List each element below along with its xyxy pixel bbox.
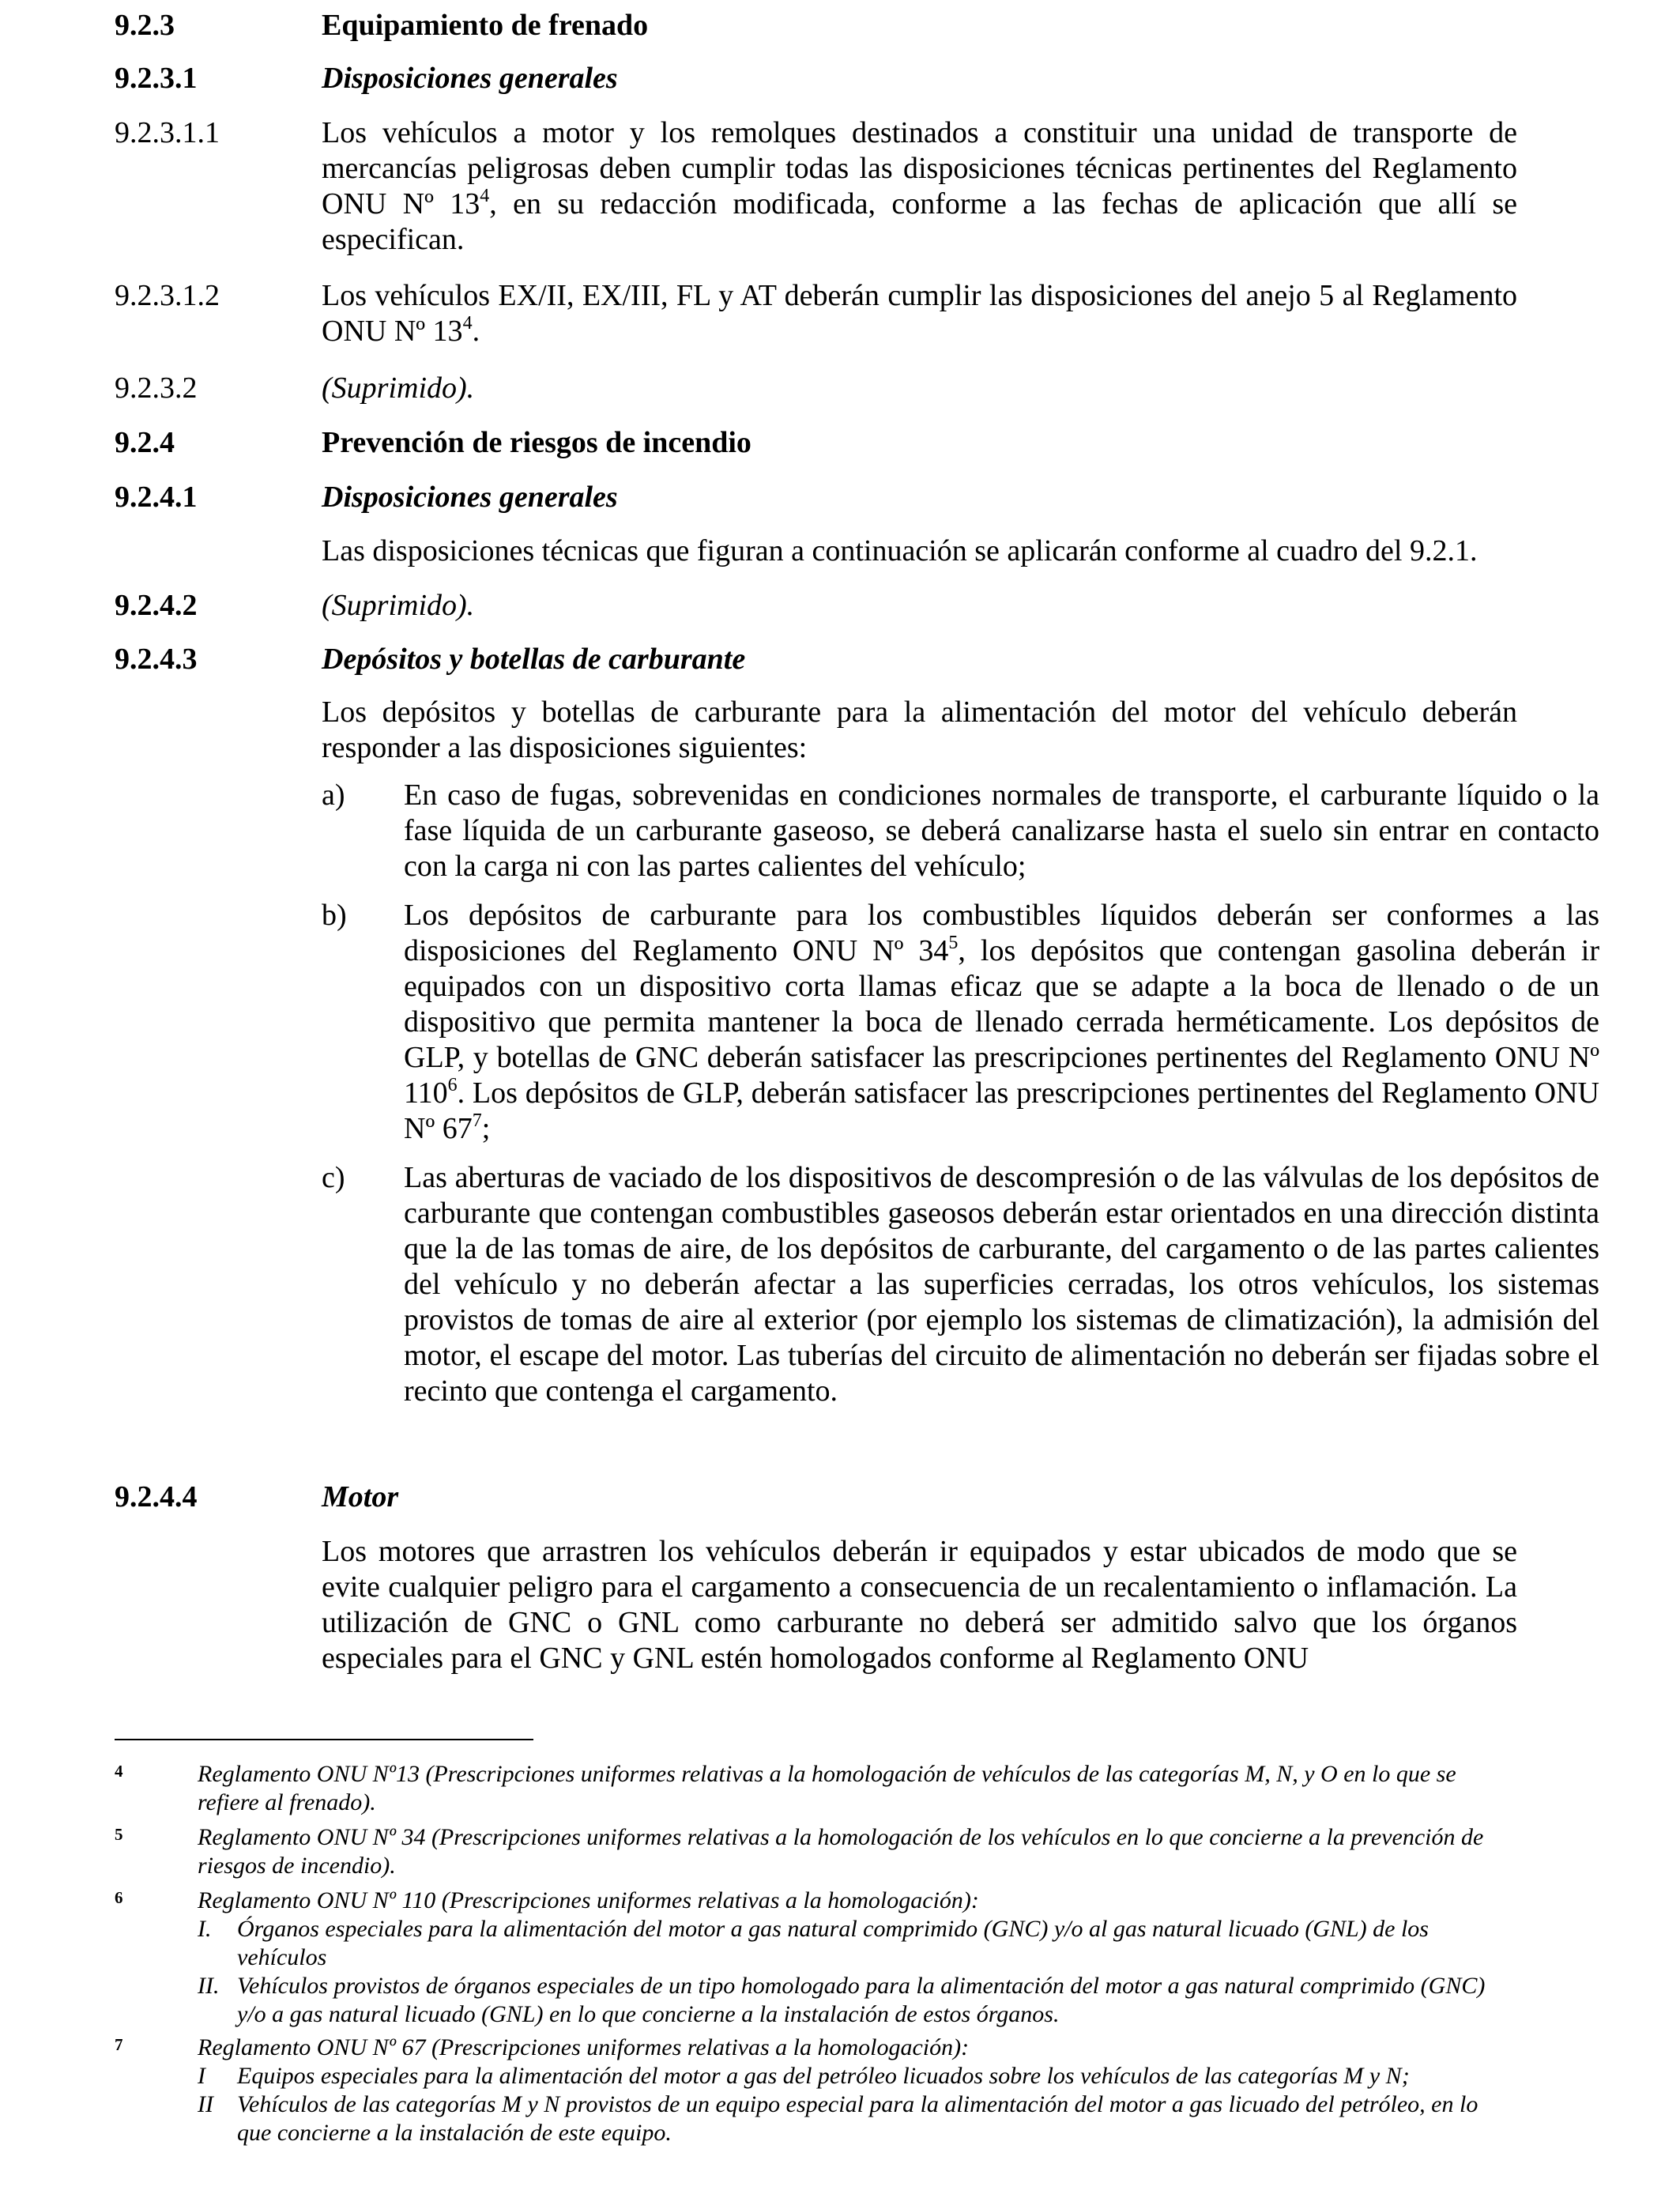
list-item-c [115,1160,1599,1409]
footnote-4 [115,1760,1517,1817]
paragraph-text: . [472,315,480,348]
footnote-text: Reglamento ONU Nº13 (Prescripciones uniformes relativas a la homologación de vehículos de las categorías M, N, y O en lo que se refiere al frenado). [198,1761,1456,1815]
section-title: Motor [322,1480,399,1514]
footnote-number: 5 [115,1825,123,1844]
footnote-ref[interactable]: 7 [472,1110,482,1131]
list-label: b) [322,899,347,932]
section-title: Depósitos y botellas de carburante [322,643,746,676]
section-9-2-3 [115,8,1517,43]
footnote-separator [115,1739,533,1740]
footnote-number: 6 [115,1888,123,1907]
section-9-2-4-3-body [115,695,1517,766]
footnote-ref[interactable]: 4 [462,313,473,334]
list-item-text-part: ; [481,1112,491,1145]
section-number: 9.2.4.4 [115,1480,198,1514]
footnote-sub-item [198,1915,1517,1972]
sub-text: Vehículos de las categorías M y N provistos de un equipo especial para la alimentación del motor a gas licuado del petróleo, en lo que concierne a la instalación de este equipo. [237,2091,1478,2146]
sub-text: Órganos especiales para la alimentación del motor a gas natural comprimido (GNC) y/o al gas natural licuado (GNL) de los vehículos [237,1916,1429,1970]
section-number: 9.2.3.1.2 [115,279,220,312]
footnote-text: Reglamento ONU Nº 110 (Prescripciones uniformes relativas a la homologación): [198,1887,979,1913]
section-9-2-4-1 [115,480,1517,515]
paragraph-text: , en su redacción modificada, conforme a las fechas de aplicación que allí se especifican. [322,187,1517,256]
section-9-2-3-2 [115,371,1517,406]
section-number: 9.2.3 [115,9,175,42]
footnote-text: Reglamento ONU Nº 34 (Prescripciones uniformes relativas a la homologación de los vehículos en lo que concierne a la prevención de riesgos de incendio). [198,1824,1484,1879]
footnote-5 [115,1823,1517,1880]
sub-label: II. [198,1973,220,1999]
section-9-2-4-4-body [115,1534,1517,1676]
section-number: 9.2.3.1 [115,62,198,95]
footnote-text: Reglamento ONU Nº 67 (Prescripciones uniformes relativas a la homologación): [198,2034,970,2060]
paragraph-text: Los vehículos EX/II, EX/III, FL y AT deberán cumplir las disposiciones del anejo 5 al Reglamento ONU Nº 13 [322,279,1517,348]
section-number: 9.2.3.1.1 [115,116,220,149]
section-9-2-3-1-1 [115,115,1517,258]
section-number: 9.2.4.2 [115,589,198,622]
section-number: 9.2.4.3 [115,643,198,676]
list-item-text: Las aberturas de vaciado de los dispositivos de descompresión o de las válvulas de los depósitos de carburante que contengan combustibles gaseosos deberán estar orientados en una dirección distinta que la de las tomas de aire, de los depósitos de carburante, del cargamento o de las partes calientes del vehículo y no deberán afectar a las superficies cerradas, los otros vehículos, los sistemas provistos de tomas de aire al exterior (por ejemplo los sistemas de climatización), la admisión del motor, el escape del motor. Las tuberías del circuito de alimentación no deberán ser fijadas sobre el recinto que contenga el cargamento. [404,1161,1599,1408]
section-title: Disposiciones generales [322,481,618,514]
list-item-a [115,778,1599,884]
section-9-2-4 [115,425,1517,461]
footnote-number: 7 [115,2035,123,2054]
list-item-text: En caso de fugas, sobrevenidas en condiciones normales de transporte, el carburante líquido o la fase líquida de un carburante gaseoso, se deberá canalizarse hasta el suelo sin entrar en contacto con la carga ni con las partes calientes del vehículo; [404,778,1599,883]
section-number: 9.2.4 [115,426,175,459]
paragraph-text: Los depósitos y botellas de carburante para la alimentación del motor del vehículo deberán responder a las disposiciones siguientes: [322,696,1517,764]
footnote-sub-item [198,1972,1517,2029]
section-9-2-4-1-body [115,533,1517,569]
section-number: 9.2.3.2 [115,371,198,405]
section-9-2-4-3 [115,642,1517,677]
footnote-6 [115,1887,1517,2029]
paragraph [322,278,1517,349]
sub-label: I. [198,1916,212,1942]
section-9-2-3-1 [115,61,1517,96]
section-9-2-3-1-2 [115,278,1517,349]
section-title: Disposiciones generales [322,62,618,95]
list-item-text-part: , los depósitos que contengan gasolina deberán ir equipados con un dispositivo corta llamas eficaz que se adapte a la boca de llenado o de un dispositivo que permita mantener la boca de llenado cerrada herméticamente. Los depósitos de GLP, y botellas de GNC deberán satisfacer las prescripciones pertinentes del Reglamento ONU Nº 110 [404,934,1599,1110]
section-title: Equipamiento de frenado [322,9,649,42]
footnote-number: 4 [115,1762,123,1781]
footnote-ref[interactable]: 6 [447,1075,458,1095]
paragraph-text: (Suprimido). [322,589,475,622]
list-item-text-part: . Los depósitos de GLP, deberán satisfacer las prescripciones pertinentes del Reglamento ONU Nº 67 [404,1076,1599,1145]
footnote-ref[interactable]: 5 [948,933,959,953]
section-title: Prevención de riesgos de incendio [322,426,751,459]
paragraph-text: Los motores que arrastren los vehículos deberán ir equipados y estar ubicados de modo que se evite cualquier peligro para el cargamento a consecuencia de un recalentamiento o inflamación. La utilización de GNC o GNL como carburante no deberá ser admitido salvo que los órganos especiales para el GNC y GNL estén homologados conforme al Reglamento ONU [322,1535,1517,1675]
paragraph [322,115,1517,258]
sub-label: II [198,2091,213,2117]
sub-label: I [198,2063,205,2089]
sub-text: Equipos especiales para la alimentación del motor a gas del petróleo licuados sobre los vehículos de las categorías M y N; [237,2063,1410,2089]
footnote-sub-item [198,2062,1517,2090]
footnote-7 [115,2034,1517,2147]
paragraph-text: Las disposiciones técnicas que figuran a continuación se aplicarán conforme al cuadro del 9.2.1. [322,534,1478,567]
list-label: c) [322,1161,345,1194]
paragraph-text: Los vehículos a motor y los remolques destinados a constituir una unidad de transporte de mercancías peligrosas deben cumplir todas las disposiciones técnicas pertinentes del Reglamento ONU Nº 13 [322,116,1517,221]
section-9-2-4-4 [115,1480,1517,1515]
paragraph-text: (Suprimido). [322,371,475,405]
list-label: a) [322,778,345,812]
list-item-b [115,898,1599,1147]
sub-text: Vehículos provistos de órganos especiales de un tipo homologado para la alimentación del motor a gas natural comprimido (GNC) y/o a gas natural licuado (GNL) en lo que concierne a la instalación de estos órganos. [237,1973,1486,2027]
footnote-sub-item [198,2090,1517,2147]
list-item-text [404,898,1599,1147]
section-9-2-4-2 [115,588,1517,624]
list-item-text-part: Los depósitos de carburante para los combustibles líquidos deberán ser conformes a las disposiciones del Reglamento ONU Nº 34 [404,899,1599,967]
section-number: 9.2.4.1 [115,481,198,514]
footnote-ref[interactable]: 4 [480,186,490,206]
